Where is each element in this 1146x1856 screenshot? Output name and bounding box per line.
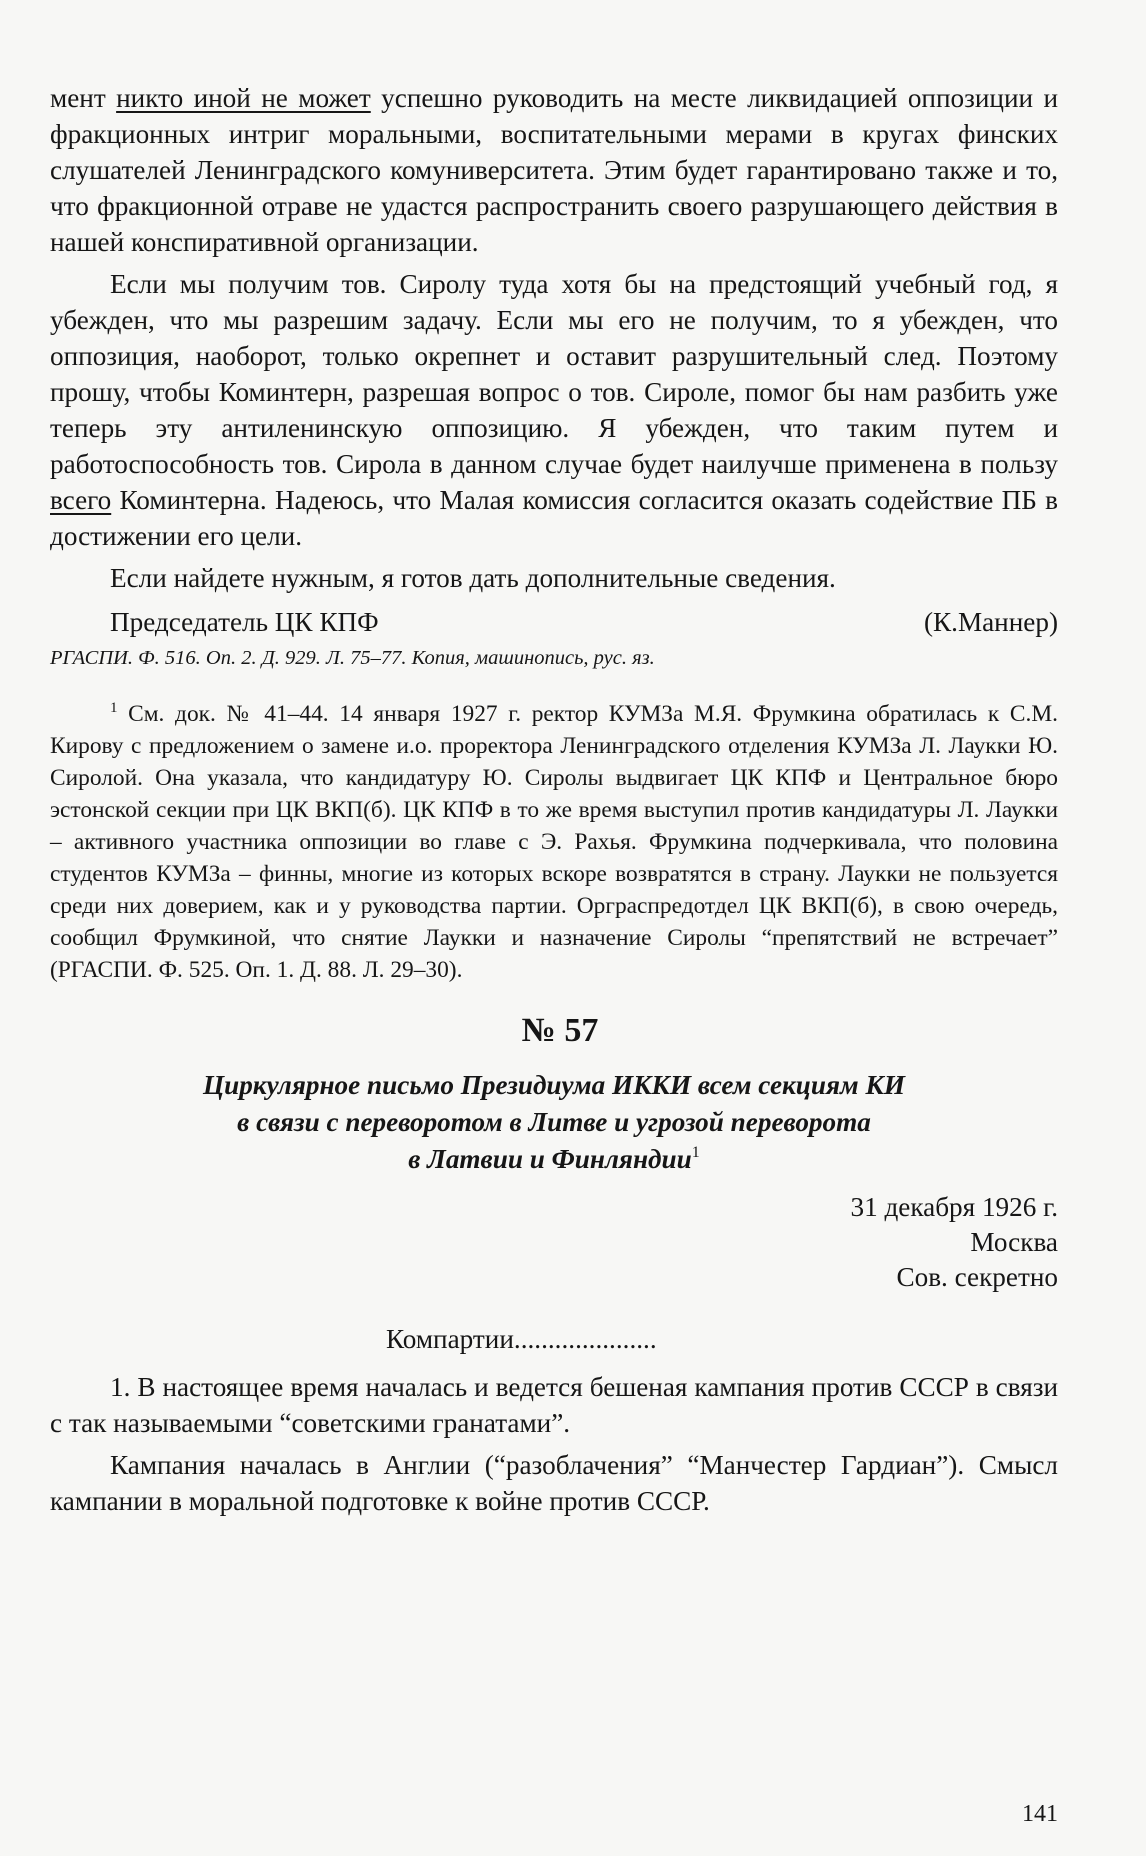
text-run: Если мы получим тов. Сиролу туда хотя бы на предстоящий учебный год, я убежден, что мы разрешим задачу. Если мы его не получим, то я убежден, что оппозиция, наоборот, только окрепнет и оставит разрушительный след. Поэтому прошу, чтобы Коминтерн, разрешая вопрос о тов. Сироле, помог бы нам разбить уже теперь эту антиленинскую оппозицию. Я убежден, что таким путем и работоспособность тов. Сирола в данном случае будет наилучше применена в пользу <box>50 269 1058 479</box>
document-title-line: Циркулярное письмо Президиума ИККИ всем секциям КИ <box>202 1070 906 1101</box>
footnote-text: См. док. № 41–44. 14 января 1927 г. ректор КУМЗа М.Я. Фрумкина обратилась к С.М. Кирову с предложением о замене и.о. проректора Ленинградского отделения КУМЗа Л. Лаукки Ю. Сиролой. Она указала, что кандидатуру Ю. Сиролы выдвигает ЦК КПФ и Центральное бюро эстонской секции при ЦК ВКП(б). ЦК КПФ в то же время выступил против кандидатуры Л. Лаукки – активного участника оппозиции во главе с Э. Рахья. Фрумкина подчеркивала, что половина студентов КУМЗа – финны, многие из которых вскоре возвратятся в страну. Лаукки не пользуется среди них доверием, как и у руководства партии. Орграспредотдел ЦК ВКП(б), в свою очередь, сообщил Фрумкиной, что снятие Лаукки и назначение Сиролы “препятствий не встречает” (РГАСПИ. Ф. 525. Оп. 1. Д. 88. Л. 29–30). <box>50 701 1058 983</box>
text-run: успешно руководить на месте ликвидацией оппозиции и фракционных интриг моральными, воспитательными мерами в кругах финских слушателей Ленинградского комуниверситета. Этим будет гарантировано также и то, что фракционной отраве не удастся распространить своего разрушающего действия в нашей конспиративной организации. <box>50 83 1058 257</box>
document-title <box>50 1067 1058 1178</box>
signature-name: (К.Маннер) <box>923 607 1058 637</box>
title-footnote-marker: 1 <box>691 1144 700 1162</box>
document-paragraph-1: 1. В настоящее время началась и ведется бешеная кампания против СССР в связи с так называемыми “советскими гранатами”. <box>50 1372 1058 1439</box>
text-run: Коминтерна. Надеюсь, что Малая комиссия согласится оказать содействие ПБ в достижении его цели. <box>50 485 1058 551</box>
document-title-line: в связи с переворотом в Литве и угрозой переворота <box>237 1107 871 1138</box>
document-meta <box>50 1190 1058 1295</box>
page-number: 141 <box>1022 1801 1058 1827</box>
document-number: № 57 <box>521 1012 599 1050</box>
footnote-marker: 1 <box>110 700 118 716</box>
signature-role: Председатель ЦК КПФ <box>110 607 379 637</box>
document-paragraph-2: Кампания началась в Англии (“разоблачения” “Манчестер Гардиан”). Смысл кампании в моральной подготовке к войне против СССР. <box>50 1450 1058 1517</box>
letter-paragraph-1 <box>50 80 1058 260</box>
document-classification: Сов. секретно <box>896 1262 1058 1293</box>
document-title-line <box>50 1141 1058 1178</box>
document-title-text: в Латвии и Финляндии <box>408 1144 692 1175</box>
underlined-phrase: никто иной не может <box>116 83 371 113</box>
archive-source: РГАСПИ. Ф. 516. Оп. 2. Д. 929. Л. 75–77. Копия, машинопись, рус. яз. <box>50 647 655 669</box>
document-body <box>50 1369 1058 1519</box>
document-addressee: Компартии..................... <box>386 1324 657 1355</box>
letter-body <box>50 80 1058 596</box>
footnote <box>50 698 1058 986</box>
document-date: 31 декабря 1926 г. <box>850 1192 1058 1223</box>
document-place: Москва <box>970 1227 1058 1258</box>
signature-line <box>50 604 1058 640</box>
underlined-word: всего <box>50 485 112 515</box>
letter-paragraph-2 <box>50 266 1058 554</box>
letter-paragraph-3: Если найдете нужным, я готов дать дополнительные сведения. <box>110 563 836 593</box>
text-run: мент <box>50 83 117 113</box>
